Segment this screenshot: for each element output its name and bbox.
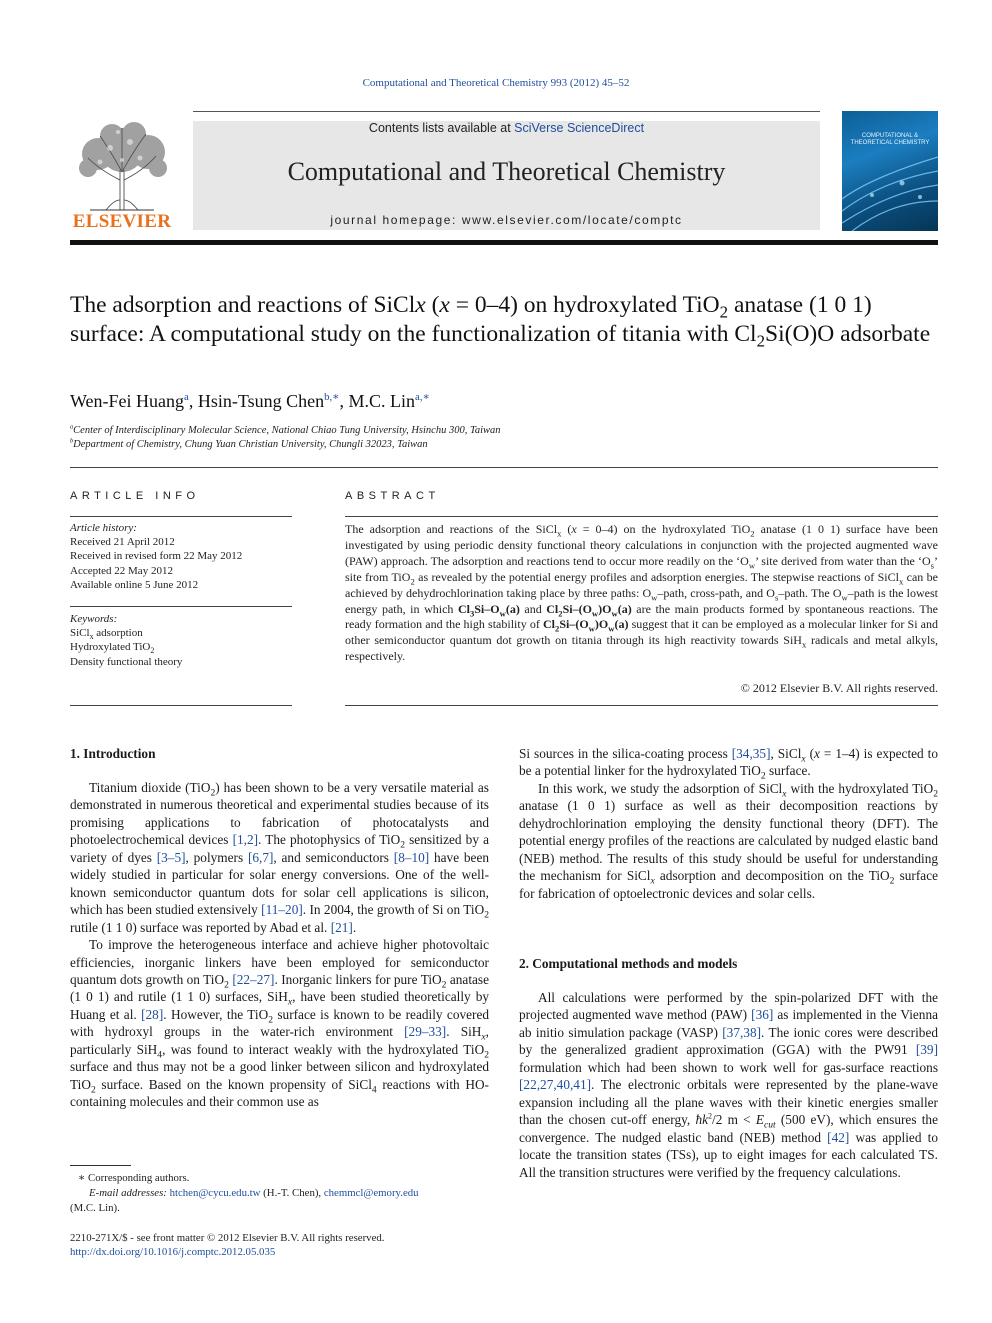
homepage-prefix: journal homepage:	[330, 213, 462, 227]
journal-reference[interactable]: Computational and Theoretical Chemistry 993 (2012) 45–52	[362, 77, 630, 89]
keywords-label: Keywords:	[70, 613, 118, 625]
journal-homepage-link[interactable]: www.elsevier.com/locate/comptc	[461, 213, 683, 227]
author-affiliation-mark[interactable]: a,∗	[415, 391, 430, 403]
journal-cover-image[interactable]	[842, 111, 938, 231]
paragraph: In this work, we study the adsorption of SiCl$_x$ with the hydroxylated TiO$_2$ anatase (1 0 1) surface as well as their decomposition reactions by dehydrochlorination employing the density functional theory (DFT). The potential energy profiles of the reactions are calculated by nudged elastic band (NEB) method. The results of this study should be useful for understanding the mechanism for SiCl$_x$ adsorption and decomposition on the TiO$_2$ surface for fabrication of optoelectronic devices and solar cells.	[519, 780, 938, 901]
front-matter	[70, 1231, 489, 1259]
email-link[interactable]: chemmcl@emory.edu	[323, 1187, 419, 1199]
citation-link[interactable]: [1,2]	[232, 832, 259, 848]
citation-link[interactable]: [8–10]	[393, 849, 430, 865]
affiliation	[70, 439, 938, 450]
journal-title: Computational and Theoretical Chemistry	[287, 157, 726, 186]
sciencedirect-link[interactable]: SciVerse ScienceDirect	[514, 121, 645, 135]
section-heading-introduction	[70, 745, 489, 762]
history-label: Article history:	[70, 522, 137, 534]
keywords	[70, 612, 292, 669]
paragraph: Titanium dioxide (TiO$_2$) has been shown to be a very versatile material as demonstrated in numerous theoretical and experimental studies because of its promising applications to fabrication of photocatalysts and photoelectrochemical devices [1,2]. The photophysics of TiO$_2$ sensitized by a variety of dyes [3–5], polymers [6,7], and semiconductors [8–10] have been widely studied in particular for solar energy conversions. One of the well-known semiconductor quantum dots for solar cell applications is silicon, which has been studied extensively [11–20]. In 2004, the growth of Si on TiO$_2$ rutile (1 1 0) surface was reported by Abad et al. [21].	[70, 780, 489, 935]
email-owner: (H.-T. Chen),	[263, 1187, 322, 1199]
history-item: Received in revised form 22 May 2012	[70, 550, 243, 563]
author-name[interactable]: M.C. Lin	[348, 391, 416, 411]
contents-prefix: Contents lists available at	[368, 121, 515, 135]
citation-link[interactable]: [6,7]	[247, 849, 274, 865]
corresponding-note: ∗ Corresponding authors.	[78, 1172, 190, 1184]
footnote-divider	[70, 1165, 131, 1166]
affiliation	[70, 425, 938, 436]
citation-link[interactable]: [3–5]	[156, 849, 186, 865]
abstract-heading: ABSTRACT	[345, 490, 440, 502]
keyword: SiCl$_x$ adsorption	[70, 627, 143, 642]
citation-link[interactable]: [11–20]	[261, 902, 303, 918]
issn-line: 2210-271X/$ - see front matter © 2012 Elsevier B.V. All rights reserved.	[70, 1232, 385, 1244]
paragraph: All calculations were performed by the spin-polarized DFT with the projected augmented wave method (PAW) [36] as implemented in the Vienna ab initio simulation package (VASP) [37,38]. The ionic cores were described by the generalized gradient approximation (GGA) with the PW91 [39] formulation which had been shown to work well for gas-surface reactions [22,27,40,41]. The electronic orbitals were represented by the plane-wave expansion including all the plane waves with their kinetic energies smaller than the chosen cut-off energy, $ħk^2/2$ $m < E_{cut}$ (500 eV), which ensures the convergence. The nudged elastic band (NEB) method [42] was applied to locate the transition states (TSs), up to eight images for each calculated TS. All the transition structures were verified by the frequency calculations.	[519, 990, 939, 1180]
author-name[interactable]: Wen-Fei Huang	[70, 391, 185, 411]
history-item: Available online 5 June 2012	[70, 578, 199, 591]
email-label: E-mail addresses:	[89, 1187, 167, 1199]
abstract-divider	[345, 705, 938, 706]
citation-link[interactable]: [29–33]	[404, 1024, 447, 1040]
affiliation-text: Department of Chemistry, Chung Yuan Christian University, Chungli 32023, Taiwan	[73, 439, 428, 450]
citation-link[interactable]: [22–27]	[232, 971, 275, 987]
citation-link[interactable]: [22,27,40,41]	[519, 1077, 592, 1093]
article-history	[70, 521, 292, 592]
footnotes	[70, 1171, 489, 1216]
article-info-divider	[70, 705, 292, 706]
abstract-divider	[345, 516, 938, 517]
affiliation-divider	[70, 467, 938, 468]
citation-link[interactable]: [21]	[330, 919, 353, 935]
section-heading: 2. Computational methods and models	[519, 956, 738, 971]
citation-link[interactable]: [42]	[827, 1129, 850, 1145]
keyword: Hydroxylated TiO$_2$	[70, 641, 155, 656]
article-info-divider	[70, 516, 292, 517]
affiliation-text: Center of Interdisciplinary Molecular Science, National Chiao Tung University, Hsinchu 300, Taiwan	[73, 425, 501, 436]
methods-body	[519, 989, 938, 1181]
abstract-text: The adsorption and reactions of the SiCl$_x$ (x = 0–4) on the hydroxylated TiO$_2$ anatase (1 0 1) surface have been investigated by using periodic density functional theory calculations in conjunction with the projected augmented wave (PAW) approach. The adsorption and reactions tend to occur more readily on the ‘$O_w$’ site derived from water than the ‘$O_s$’ site from TiO$_2$ as revealed by the potential energy profiles and adsorption energies. The stepwise reactions of SiCl$_x$ can be achieved by dehydrochlorination taking place by three paths: $O_w$–path, cross-path, and $O_s$–path. The $O_w$–path is the lowest energy path, in which $Cl_3Si-O_w(a)$ and $Cl_2Si-(O_w)O_w(a)$ are the main products formed by spontaneous reactions. The ready formation and the high stability of $Cl_2Si-(O_w)O_w(a)$ suggest that it can be employed as a molecular linker for Si and other semiconductor quantum dot growth on titania through its high reactivity towards SiH$_x$ radicals and metal alkyls, respectively.	[345, 522, 939, 664]
introduction-body	[70, 779, 489, 1111]
citation-link[interactable]: [39]	[915, 1042, 938, 1058]
author-affiliation-mark[interactable]: a	[184, 391, 189, 403]
author-affiliation-mark[interactable]: b,∗	[324, 391, 340, 403]
history-item: Accepted 22 May 2012	[70, 564, 173, 577]
email-note	[70, 1186, 489, 1201]
affiliation-mark: a	[70, 423, 74, 431]
doi-link[interactable]: http://dx.doi.org/10.1016/j.comptc.2012.05.035	[70, 1246, 276, 1258]
author-name[interactable]: Hsin-Tsung Chen	[197, 391, 325, 411]
article-info-divider	[70, 606, 292, 607]
citation-link[interactable]: [28]	[141, 1006, 164, 1022]
citation-link[interactable]: [37,38]	[722, 1024, 762, 1040]
paragraph: To improve the heterogeneous interface and achieve higher photovoltaic efficiencies, inorganic linkers have been employed for semiconductor quantum dots growth on TiO$_2$ [22–27]. Inorganic linkers for pure TiO$_2$ anatase (1 0 1) and rutile (1 1 0) surfaces, SiH$_x$, have been studied theoretically by Huang et al. [28]. However, the TiO$_2$ surface is known to be readily covered with hydroxyl groups in the water-rich environment [29–33]. SiH$_x$, particularly SiH$_4$, was found to interact weakly with the hydroxylated TiO$_2$ surface and thus may not be a good linker between silicon and hydroxylated TiO$_2$ surface. Based on the known propensity of SiCl$_4$ reactions with HO-containing molecules and their common use as	[70, 937, 489, 1110]
introduction-body-continued	[519, 745, 938, 902]
affiliation-mark: b	[70, 437, 74, 445]
email-owner: (M.C. Lin).	[70, 1202, 120, 1214]
cover-title: COMPUTATIONAL & THEORETICAL CHEMISTRY	[850, 133, 930, 146]
article-info-heading: ARTICLE INFO	[70, 490, 200, 502]
header-thick-rule	[70, 240, 938, 245]
section-heading-methods	[519, 955, 938, 972]
author-list: Wen-Fei Huang$^a$, Hsin-Tsung Chen$^{b,∗}$, M.C. Lin$^{a,∗}$	[70, 391, 430, 411]
paper-title: The adsorption and reactions of SiClx (x = 0–4) on hydroxylated TiO$_2$ anatase (1 0 1) surface: A computational study on the functionalization of titania with $Cl_2Si(O)O$ adsorbate	[70, 292, 931, 351]
section-heading: 1. Introduction	[70, 746, 156, 761]
journal-homepage-line	[193, 213, 820, 227]
contents-available-line	[193, 121, 820, 135]
keyword: Density functional theory	[70, 655, 183, 668]
elsevier-wordmark: ELSEVIER	[72, 211, 172, 232]
citation-link[interactable]: [34,35]	[731, 746, 771, 761]
paragraph: Si sources in the silica-coating process [34,35], SiCl$_x$ (x = 1–4) is expected to be a potential linker for the hydroxylated TiO$_2$ surface.	[519, 746, 938, 783]
email-link[interactable]: htchen@cycu.edu.tw	[169, 1187, 261, 1199]
copyright-notice: © 2012 Elsevier B.V. All rights reserved.	[740, 681, 938, 695]
header-divider	[193, 111, 820, 112]
history-item: Received 21 April 2012	[70, 536, 175, 549]
citation-link[interactable]: [36]	[751, 1007, 774, 1023]
